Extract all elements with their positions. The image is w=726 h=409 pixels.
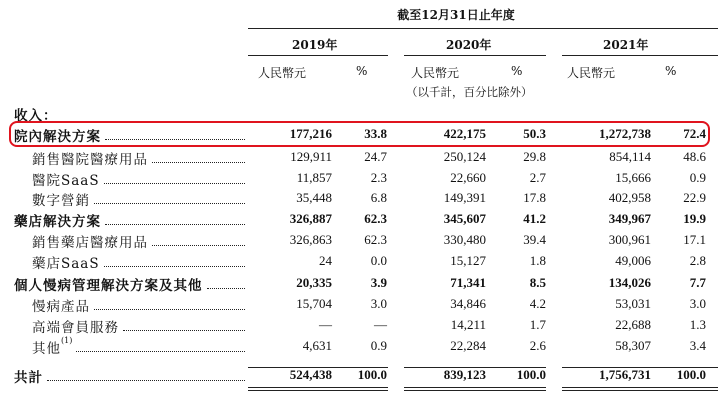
value-cell: 3.4 [689,338,706,353]
value-cell: 149,391 [443,190,486,205]
value-cell: 0.9 [689,170,706,185]
row-label: 銷售藥店醫療用品 [32,235,148,251]
value-cell: 349,967 [608,211,651,226]
leader-dots [105,139,245,140]
value-cell: 24 [319,253,332,268]
value-cell: — [319,317,332,332]
unit-rmb-2019: 人民幣元 [258,66,307,80]
value-cell: 326,863 [289,232,332,247]
value-cell: 326,887 [289,211,332,226]
value-cell: 402,958 [608,190,651,205]
value-cell: 22,688 [615,317,651,332]
value-cell: 41.2 [523,211,546,226]
total-rule-2020-b [404,390,546,391]
value-cell: 8.5 [529,275,546,290]
value-cell: 53,031 [615,296,651,311]
value-cell: 33.8 [364,126,387,141]
leader-dots [104,266,245,267]
year-2021: 2021年 [603,38,649,52]
unit-pct-2021: % [665,64,677,78]
leader-dots [152,245,245,246]
leader-dots [152,162,245,163]
total-rule-2021-a [562,387,718,388]
value-cell: 1.3 [689,317,706,332]
value-cell: 0.9 [370,338,387,353]
value-cell: 34,846 [450,296,486,311]
row-label: 個人慢病管理解決方案及其他 [14,278,203,294]
value-cell: 14,211 [450,317,486,332]
value-cell: 49,006 [615,253,651,268]
year-rule-2020 [404,55,546,56]
value-cell: 39.4 [523,232,546,247]
leader-dots [76,351,245,352]
total-rule-2020-a [404,387,546,388]
value-cell: 24.7 [364,149,387,164]
value-cell: 100.0 [357,367,387,382]
value-cell: 1,756,731 [599,367,651,382]
unit-pct-2019: % [356,64,368,78]
value-cell: 71,341 [450,275,486,290]
value-cell: 2.6 [529,338,546,353]
row-label: 慢病產品 [32,299,90,315]
value-cell: 4.2 [529,296,546,311]
value-cell: 300,961 [608,232,651,247]
value-cell: 62.3 [364,232,387,247]
value-cell: 4,631 [302,338,332,353]
value-cell: 7.7 [689,275,706,290]
period-rule [248,28,718,29]
value-cell: 2.7 [529,170,546,185]
year-rule-2019 [248,55,388,56]
total-rule-2019-a [248,387,388,388]
value-cell: 3.0 [689,296,706,311]
leader-dots [47,380,245,381]
value-cell: 524,438 [289,367,332,382]
value-cell: 22.9 [683,190,706,205]
value-cell: 50.3 [523,126,546,141]
value-cell: 3.9 [370,275,387,290]
value-cell: 330,480 [443,232,486,247]
value-cell: 48.6 [683,149,706,164]
leader-dots [123,330,245,331]
leader-dots [207,288,245,289]
row-label: 銷售醫院醫療用品 [32,152,148,168]
leader-dots [105,224,245,225]
value-cell: 6.8 [370,190,387,205]
subtotal-rule-2021 [562,367,718,368]
unit-rmb-2020: 人民幣元 [411,66,460,80]
footnote-marker: (1) [61,336,73,345]
total-rule-2021-b [562,390,718,391]
value-cell: 15,127 [450,253,486,268]
row-label: 醫院SaaS [32,173,100,189]
value-cell: 129,911 [290,149,332,164]
value-cell: 177,216 [289,126,332,141]
value-cell: 19.9 [683,211,706,226]
value-cell: 35,448 [296,190,332,205]
year-rule-2021 [562,55,718,56]
value-cell: — [374,317,387,332]
value-cell: 2.8 [689,253,706,268]
value-cell: 22,660 [450,170,486,185]
value-cell: 22,284 [450,338,486,353]
value-cell: 11,857 [296,170,332,185]
value-cell: 100.0 [516,367,546,382]
value-cell: 17.1 [683,232,706,247]
row-label: 藥店解決方案 [14,214,101,230]
value-cell: 1.7 [529,317,546,332]
year-2020: 2020年 [446,38,492,52]
leader-dots [94,203,245,204]
value-cell: 345,607 [443,211,486,226]
leader-dots [94,309,245,310]
row-label: 藥店SaaS [32,256,100,272]
value-cell: 250,124 [443,149,486,164]
unit-rmb-2021: 人民幣元 [567,66,616,80]
leader-dots [104,183,245,184]
unit-pct-2020: % [511,64,523,78]
value-cell: 20,335 [296,275,332,290]
value-cell: 134,026 [608,275,651,290]
value-cell: 854,114 [609,149,651,164]
row-label: 數字營銷 [32,193,90,209]
year-2019: 2019年 [292,38,338,52]
value-cell: 100.0 [676,367,706,382]
period-heading: 截至12月31日止年度 [397,8,515,22]
subtotal-rule-2020 [404,367,546,368]
row-label: 院內解決方案 [14,129,101,145]
value-cell: 839,123 [443,367,486,382]
subtotal-rule-2019 [248,367,388,368]
units-note: （以千計，百分比除外） [406,85,533,99]
value-cell: 15,704 [296,296,332,311]
value-cell: 72.4 [683,126,706,141]
value-cell: 0.0 [370,253,387,268]
total-rule-2019-b [248,390,388,391]
row-label: 共計 [14,370,43,386]
row-label: 高端會員服務 [32,320,119,336]
value-cell: 2.3 [370,170,387,185]
value-cell: 1.8 [529,253,546,268]
value-cell: 3.0 [370,296,387,311]
section-label: 收入： [14,108,58,124]
value-cell: 1,272,738 [599,126,651,141]
value-cell: 29.8 [523,149,546,164]
value-cell: 62.3 [364,211,387,226]
value-cell: 422,175 [443,126,486,141]
value-cell: 17.8 [523,190,546,205]
value-cell: 58,307 [615,338,651,353]
row-label: 其他 [32,341,61,357]
value-cell: 15,666 [615,170,651,185]
